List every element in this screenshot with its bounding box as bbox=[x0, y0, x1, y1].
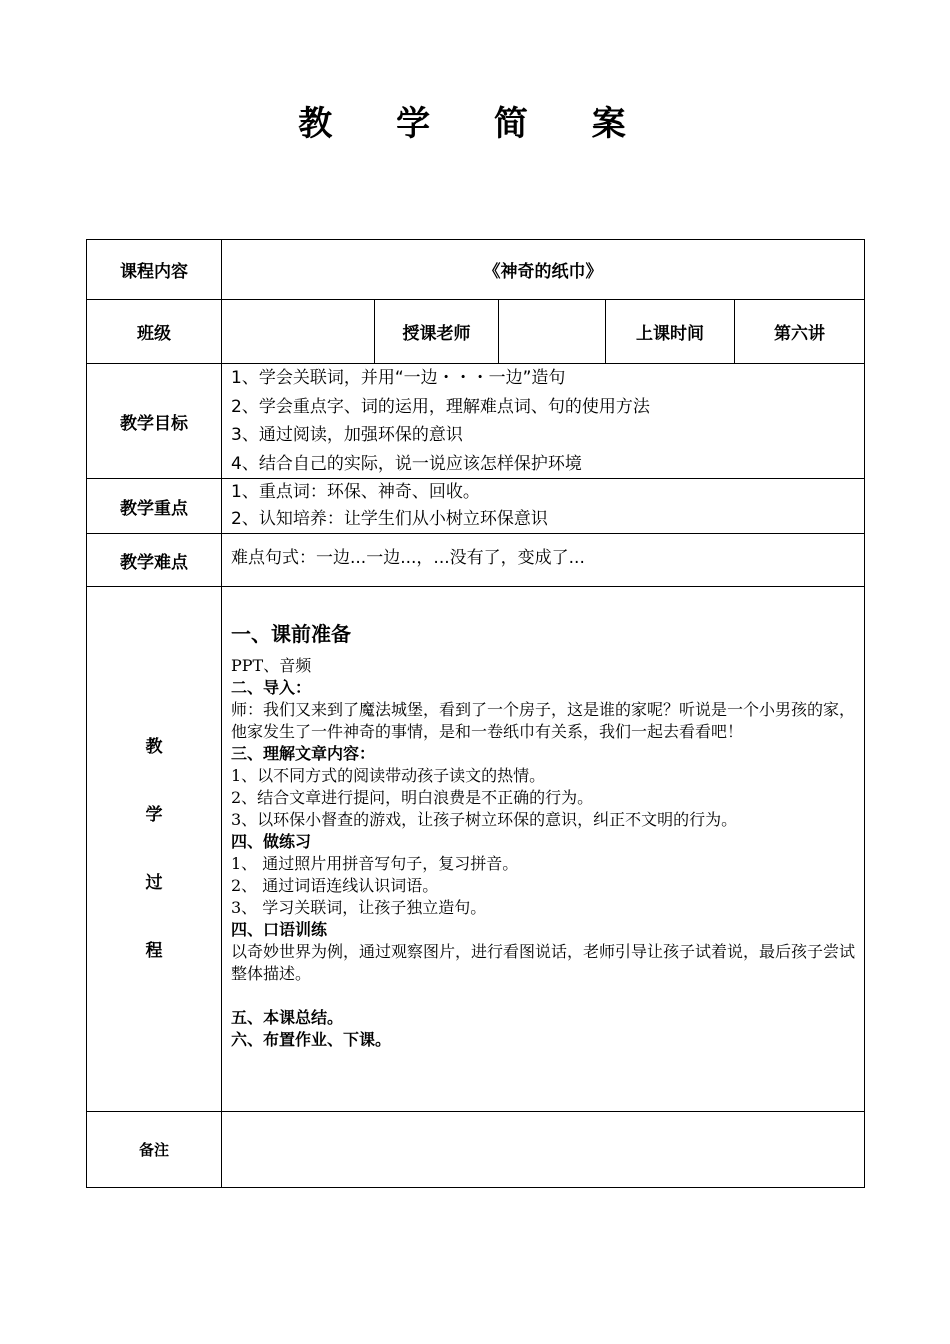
course-row bbox=[87, 240, 865, 300]
goals-list bbox=[222, 364, 865, 479]
time-value: 第六讲 bbox=[735, 300, 865, 364]
remarks-value bbox=[222, 1112, 865, 1188]
course-value: 《神奇的纸巾》 bbox=[222, 240, 865, 300]
goals-label: 教学目标 bbox=[87, 364, 222, 479]
goals-row bbox=[87, 364, 865, 479]
spacer bbox=[231, 985, 858, 1007]
goal-item: 3、通过阅读，加强环保的意识 bbox=[231, 425, 463, 445]
focus-row bbox=[87, 479, 865, 534]
process-content bbox=[222, 587, 865, 1112]
course-label: 课程内容 bbox=[87, 240, 222, 300]
focus-item: 2、认知培养：让学生们从小树立环保意识 bbox=[231, 509, 548, 529]
focus-list bbox=[222, 479, 865, 534]
section-understanding-title: 三、理解文章内容： bbox=[231, 744, 376, 763]
list-item: 3、 学习关联词，让孩子独立造句。 bbox=[231, 898, 487, 917]
list-item: 2、 通过词语连线认识词语。 bbox=[231, 876, 439, 895]
section-summary-title: 五、本课总结。 bbox=[231, 1008, 344, 1027]
difficulty-text bbox=[222, 534, 865, 587]
info-row bbox=[87, 300, 865, 364]
page-title: 教 学 简 案 bbox=[298, 104, 652, 144]
section-preparation-text: PPT、音频 bbox=[231, 656, 312, 675]
difficulty-label: 教学难点 bbox=[87, 534, 222, 587]
time-label: 上课时间 bbox=[606, 300, 735, 364]
section-intro-text: 师：我们又来到了魔法城堡，看到了一个房子，这是谁的家呢？听说是一个小男孩的家，他家发生了一件神奇的事情，是和一卷纸巾有关系，我们一起去看看吧！ bbox=[231, 700, 856, 741]
section-oral-text: 以奇妙世界为例，通过观察图片，进行看图说话，老师引导让孩子试着说，最后孩子尝试整体描述。 bbox=[231, 942, 856, 983]
lesson-plan-table bbox=[86, 239, 865, 1188]
teacher-label: 授课老师 bbox=[375, 300, 499, 364]
difficulty-row bbox=[87, 534, 865, 587]
goal-item: 1、学会关联词，并用“一边・・・一边”造句 bbox=[231, 368, 566, 388]
goal-item: 4、结合自己的实际，说一说应该怎样保护环境 bbox=[231, 453, 582, 474]
section-oral-title: 四、口语训练 bbox=[231, 920, 328, 939]
section-homework-title: 六、布置作业、下课。 bbox=[231, 1030, 392, 1049]
section-practice-title: 四、做练习 bbox=[231, 832, 312, 851]
focus-label: 教学重点 bbox=[87, 479, 222, 534]
teacher-value bbox=[499, 300, 606, 364]
section-intro-title: 二、导入： bbox=[231, 678, 312, 697]
process-label-char: 过 bbox=[145, 873, 163, 893]
goal-item: 2、学会重点字、词的运用，理解难点词、句的使用方法 bbox=[231, 396, 650, 417]
list-item: 2、结合文章进行提问，明白浪费是不正确的行为。 bbox=[231, 788, 594, 807]
remarks-row bbox=[87, 1112, 865, 1188]
process-label-char: 教 bbox=[145, 737, 163, 757]
class-label: 班级 bbox=[87, 300, 222, 364]
process-row bbox=[87, 587, 865, 1112]
list-item: 1、以不同方式的阅读带动孩子读文的热情。 bbox=[231, 766, 546, 785]
process-label-char: 程 bbox=[145, 941, 163, 961]
difficulty-sentence: 难点句式：一边...一边...，...没有了，变成了... bbox=[231, 548, 585, 568]
process-label-char: 学 bbox=[145, 805, 163, 825]
list-item: 1、 通过照片用拼音写句子，复习拼音。 bbox=[231, 854, 519, 873]
focus-item: 1、重点词：环保、神奇、回收。 bbox=[231, 482, 480, 502]
remarks-label: 备注 bbox=[87, 1112, 222, 1188]
list-item: 3、以环保小督查的游戏，让孩子树立环保的意识，纠正不文明的行为。 bbox=[231, 810, 738, 829]
section-preparation-title: 一、课前准备 bbox=[231, 622, 351, 646]
process-label bbox=[87, 587, 222, 1112]
class-value bbox=[222, 300, 375, 364]
